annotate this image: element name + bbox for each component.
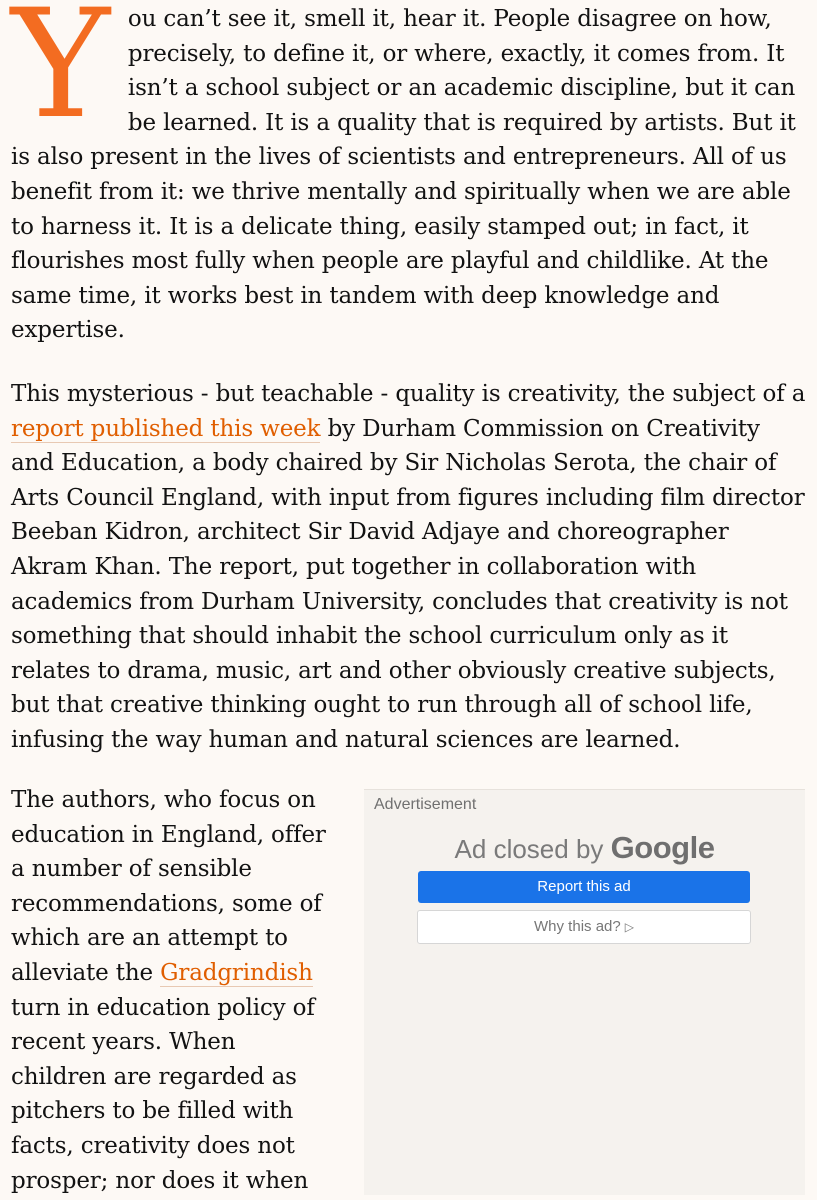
- article-paragraph-3: [11, 783, 336, 1198]
- why-this-ad-label: Why this ad?: [534, 918, 621, 935]
- google-logo: Google: [610, 830, 715, 865]
- paragraph-2-text-end: by Durham Commission on Creativity and Education, a body chaired by Sir Nicholas Serota, the chair of Arts Council England, with input from figures including film director Beeban Kidron, architect Sir David Adjaye and choreographer Akram Khan. The report, put together in collaboration with academics from Durham University, concludes that creativity is not something that should inhabit the school curriculum only as it relates to drama, music, art and other obviously creative subjects, but that creative thinking ought to run through all of school life, infusing the way human and natural sciences are learned.: [11, 415, 805, 753]
- advertisement-slot: [364, 789, 805, 1195]
- ad-closed-text: Ad closed by: [454, 834, 604, 864]
- article-paragraph-1: [11, 2, 809, 348]
- report-link[interactable]: report published this week: [11, 415, 321, 442]
- paragraph-2-text-start: This mysterious - but teachable - quality is creativity, the subject of a: [11, 381, 806, 407]
- paragraph-1-text: ou can’t see it, smell it, hear it. People disagree on how, precisely, to define it, or where, exactly, it comes from. It isn’t a school subject or an academic discipline, but it can be learned. It is a quality that is required by artists. But it is also present in the lives of scientists and entrepreneurs. All of us benefit from it: we thrive mentally and spiritually when we are able to harness it. It is a delicate thing, easily stamped out; in fact, it flourishes most fully when people are playful and childlike. At the same time, it works best in tandem with deep knowledge and expertise.: [11, 6, 796, 344]
- drop-cap: Y: [11, 0, 110, 152]
- advertisement-label: Advertisement: [374, 796, 477, 813]
- report-ad-button[interactable]: Report this ad: [418, 871, 750, 903]
- gradgrindish-link[interactable]: Gradgrindish: [160, 959, 313, 986]
- paragraph-3-text-end: turn in education policy of recent years. When children are regarded as pitchers to be filled with facts, creativity does not prosper; nor does it when: [11, 994, 315, 1194]
- ad-choices-icon: ▷: [624, 920, 634, 934]
- why-this-ad-button[interactable]: [417, 910, 751, 944]
- article-paragraph-2: [11, 377, 809, 758]
- ad-closed-message: [364, 830, 805, 866]
- paragraph-3-text-start: The authors, who focus on education in England, offer a number of sensible recommendations, some of which are an attempt to alleviate the: [11, 787, 326, 986]
